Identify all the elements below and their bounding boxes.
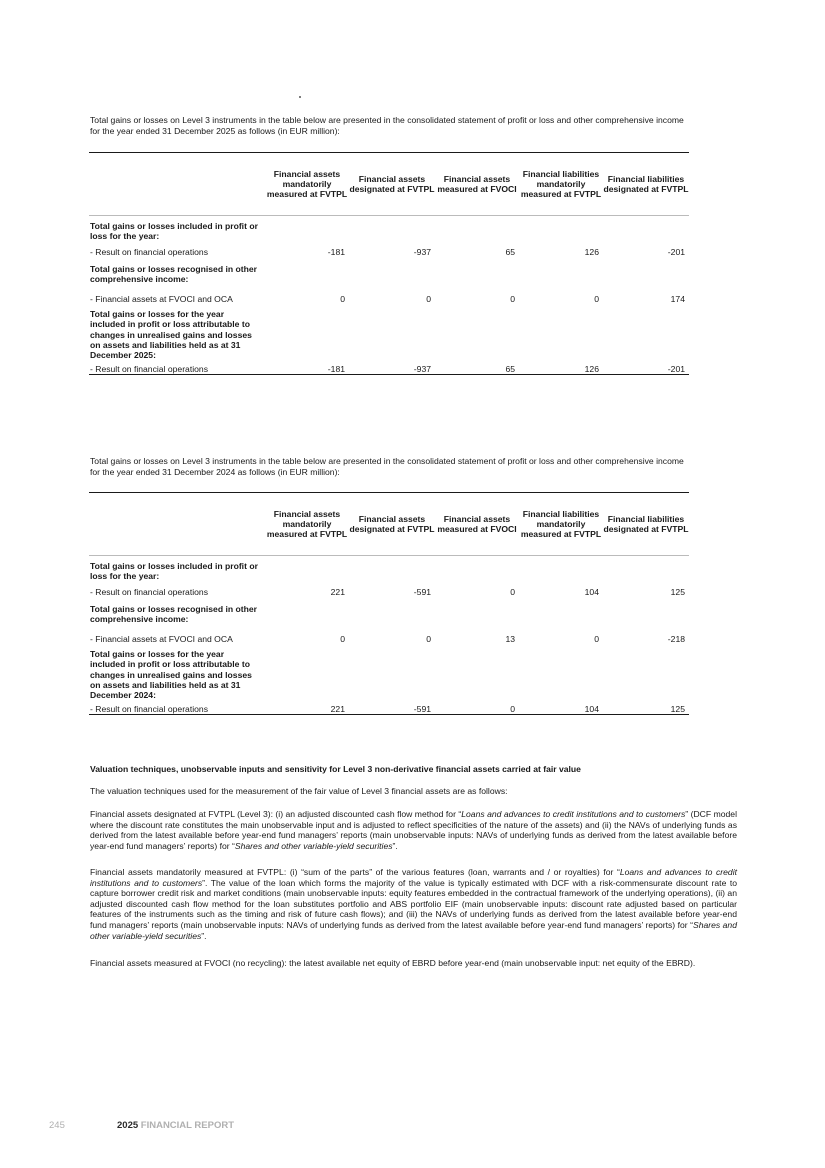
paragraph-text: ”. The value of the loan which forms the majority of the value is typically estimated with DCF with a risk-commensurate discount rate to capture borrower credit risk and market conditions (main unobservable inputs: equity features embedded in the contractual framework of the underlying operations), (ii) an adjusted discounted cash flow method for the loan substitutes portfolio and ABS portfolio EIF (main unobservable inputs: discount rate adjusted based on particular features of the instruments such as the timing and risk of future cash flows); and (iii) the NAVs of underlying funds as derived from the latest available before year-end fund managers’ reports (main unobservable inputs: NAVs of underlying funds as derived from the latest available before year-end fund managers’ reports) for “ (90, 877, 737, 930)
table-cell: -181 (327, 247, 345, 258)
table-cell: -591 (349, 701, 435, 715)
table-cell: 125 (603, 701, 689, 715)
section-heading-row (89, 556, 689, 582)
table-cell: 0 (426, 293, 431, 304)
table-row (89, 582, 689, 598)
table-cell: 125 (670, 587, 685, 598)
column-header: Financial assets designated at FVTPL (349, 513, 435, 534)
table-cell: -937 (349, 361, 435, 375)
column-header: Financial liabilities mandatorily measured at FVTPL (520, 168, 602, 200)
table-cell: 0 (594, 293, 599, 304)
table-cell: 0 (340, 633, 345, 644)
row-label: - Financial assets at FVOCI and OCA (90, 293, 233, 304)
level3-gains-table-2025 (89, 152, 689, 375)
stray-dot (299, 96, 301, 98)
column-header: Financial liabilities designated at FVTPL (603, 173, 689, 194)
column-header: Financial assets designated at FVTPL (349, 173, 435, 194)
column-header: Financial liabilities mandatorily measured at FVTPL (520, 508, 602, 540)
table-cell: 221 (265, 701, 349, 715)
section-heading-row (89, 258, 689, 285)
table-cell: 221 (330, 587, 345, 598)
report-label: FINANCIAL REPORT (140, 1120, 235, 1131)
page-number: 245 (49, 1120, 65, 1131)
table-cell: 104 (584, 587, 599, 598)
table-cell: 126 (584, 247, 599, 258)
intro-2025: Total gains or losses on Level 3 instruments in the table below are presented in the consolidated statement of profit or loss and other comprehensive income for the year ended 31 December 2025 as follows (in EUR million): (90, 115, 684, 136)
valuation-paragraph-fvtpl-mandatory (90, 867, 737, 941)
table-cell: 13 (505, 633, 515, 644)
paragraph-italic: Shares and other variable-yield securities (234, 840, 393, 851)
valuation-paragraph-fvoci: Financial assets measured at FVOCI (no recycling): the latest available net equity of EBRD before year-end (main unobservable input: net equity of the EBRD). (90, 958, 696, 968)
table-cell: 174 (670, 293, 685, 304)
table-cell: 65 (505, 247, 515, 258)
table-cell: -181 (265, 361, 349, 375)
table-header-row (89, 153, 689, 216)
paragraph-italic: Loans and advances to credit institutions and to customers (461, 809, 686, 819)
table-header-row (89, 493, 689, 556)
intro-2024: Total gains or losses on Level 3 instruments in the table below are presented in the consolidated statement of profit or loss and other comprehensive income for the year ended 31 December 2024 as follows (in EUR million): (90, 456, 684, 477)
table-cell: -201 (667, 247, 685, 258)
valuation-paragraph: The valuation techniques used for the measurement of the fair value of Level 3 financial assets are as follows: (90, 786, 508, 796)
level3-gains-table-2024 (89, 492, 689, 715)
table-cell: -201 (603, 361, 689, 375)
table-cell: -218 (667, 633, 685, 644)
table-row (89, 701, 689, 715)
column-header: Financial assets mandatorily measured at FVTPL (266, 508, 348, 540)
column-header: Financial liabilities designated at FVTPL (603, 513, 689, 534)
table-cell: 126 (519, 361, 603, 375)
row-label: - Financial assets at FVOCI and OCA (90, 633, 233, 644)
report-year: 2025 (117, 1120, 139, 1131)
valuation-paragraph-fvtpl-designated (90, 809, 737, 851)
paragraph-text: Financial assets designated at FVTPL (Level 3): (i) an adjusted discounted cash flow method for “ (90, 809, 462, 819)
row-label-header (89, 153, 265, 216)
paragraph-italic: Shares and other variable-yield securities (90, 919, 737, 941)
table-cell: 0 (340, 293, 345, 304)
section-heading: Total gains or losses for the year included in profit or loss attributable to changes in unrealised gains and losses on assets and liabilities held as at 31 December 2025: (90, 309, 252, 361)
table-row (89, 242, 689, 258)
section-heading-row (89, 644, 689, 700)
table-row (89, 624, 689, 644)
paragraph-text: ”. (201, 930, 207, 941)
section-heading: Total gains or losses recognised in other comprehensive income: (90, 603, 257, 624)
section-heading-row (89, 216, 689, 242)
report-title (117, 1120, 234, 1131)
row-label: - Result on financial operations (90, 247, 208, 258)
section-heading: Total gains or losses included in profit or loss for the year: (89, 556, 265, 582)
table-cell: -591 (413, 587, 431, 598)
table-cell: 0 (426, 633, 431, 644)
table-cell: 0 (435, 701, 519, 715)
page-footer (49, 1120, 235, 1131)
valuation-heading: Valuation techniques, unobservable inputs and sensitivity for Level 3 non-derivative financial assets carried at fair value (90, 764, 581, 774)
paragraph-text: ”. (392, 840, 398, 851)
column-header: Financial assets measured at FVOCI (437, 173, 517, 194)
paragraph-text: Financial assets mandatorily measured at FVTPL: (i) “sum of the parts” of the various features (loan, warrants and / or royalties) for “ (90, 867, 620, 877)
table-cell: 0 (594, 633, 599, 644)
section-heading-row (89, 304, 689, 360)
table-cell: 104 (519, 701, 603, 715)
table-cell: 0 (510, 587, 515, 598)
section-heading-row (89, 598, 689, 625)
paragraph-italic: Loans and advances to credit institutions and to customers (90, 867, 737, 888)
table-cell: -937 (413, 247, 431, 258)
row-label-header (89, 493, 265, 556)
table-row (89, 361, 689, 375)
row-label: - Result on financial operations (89, 361, 265, 375)
section-heading: Total gains or losses for the year included in profit or loss attributable to changes in unrealised gains and losses on assets and liabilities held as at 31 December 2024: (90, 649, 252, 701)
section-heading: Total gains or losses recognised in other comprehensive income: (90, 263, 257, 284)
table-row (89, 284, 689, 304)
section-heading: Total gains or losses included in profit or loss for the year: (89, 216, 265, 242)
paragraph-text: ” (DCF model where the discount rate constitutes the main unobservable input and is adjusted to reflect specificities of the nature of the assets) and (ii) the NAVs of underlying funds as derived from the latest available before year-end fund managers’ reports (main unobservable inputs: NAVs of underlying funds as derived from the latest available before year-end fund managers’ reports) for “ (90, 809, 737, 851)
row-label: - Result on financial operations (89, 701, 265, 715)
table-cell: 65 (435, 361, 519, 375)
column-header: Financial assets mandatorily measured at FVTPL (266, 168, 348, 200)
column-header: Financial assets measured at FVOCI (437, 513, 517, 534)
table-cell: 0 (510, 293, 515, 304)
row-label: - Result on financial operations (90, 587, 208, 598)
